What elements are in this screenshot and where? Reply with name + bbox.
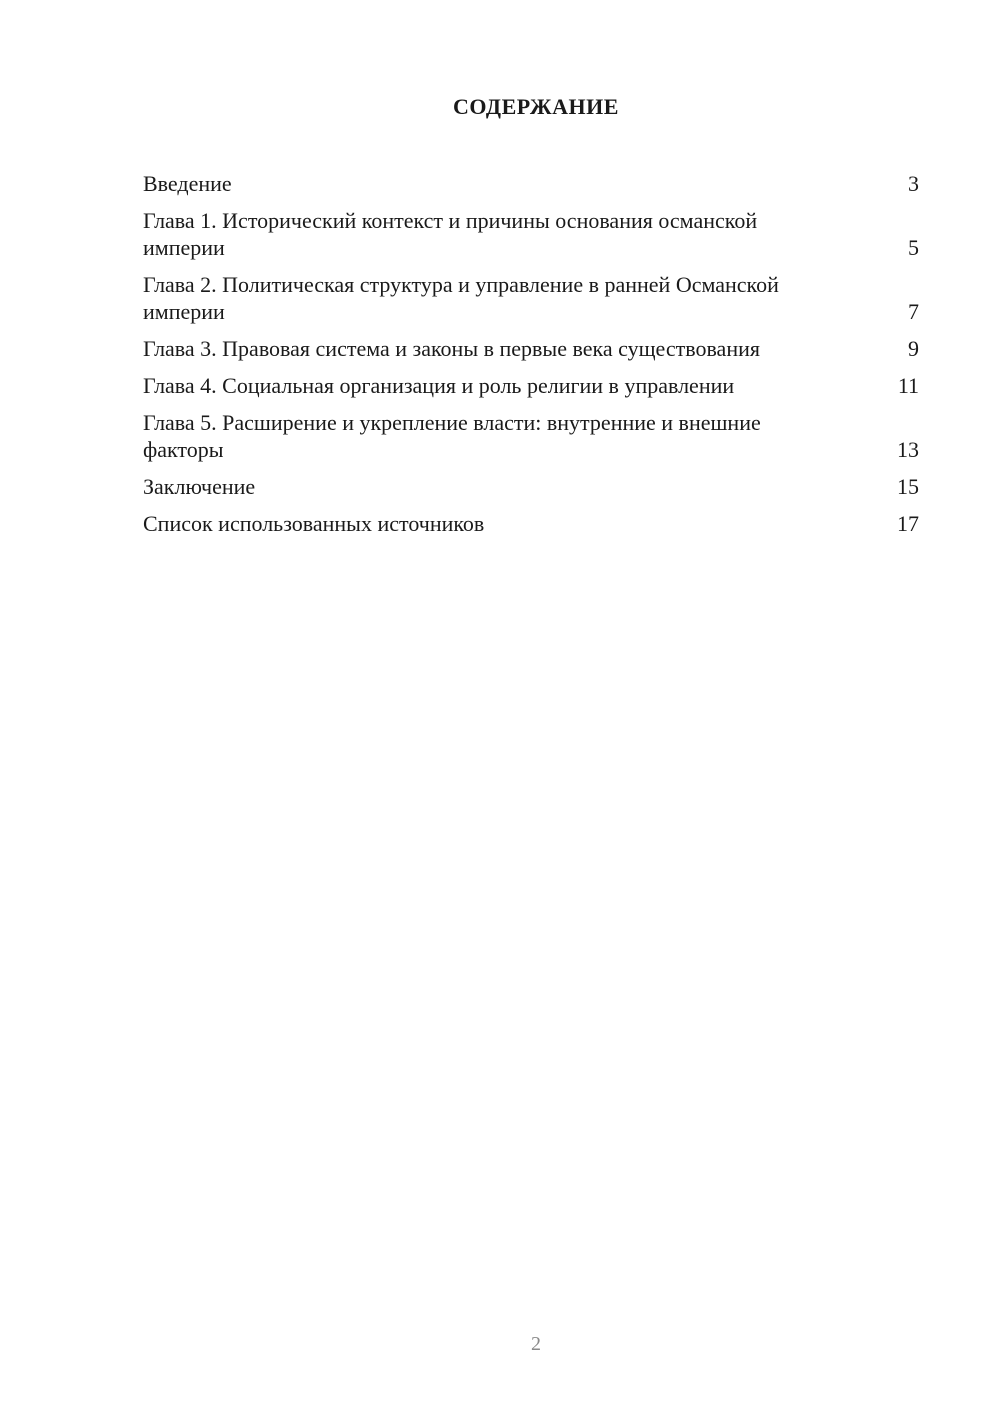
toc-entry-title: Введение (143, 171, 232, 196)
toc-entry-title: Глава 2. Политическая структура и управление в ранней Османской империи (143, 272, 779, 324)
toc-entry-title: Глава 4. Социальная организация и роль религии в управлении (143, 373, 735, 398)
toc-entry-page: 11 (897, 373, 919, 398)
page-title: СОДЕРЖАНИЕ (453, 94, 619, 119)
toc-entry (143, 335, 919, 362)
toc-entry-page: 7 (908, 299, 919, 324)
table-of-contents (143, 170, 919, 547)
toc-entry-title: Глава 1. Исторический контекст и причины основания османской империи (143, 208, 758, 260)
toc-entry (143, 473, 919, 500)
toc-entry-page: 17 (897, 511, 919, 536)
toc-entry-title: Глава 5. Расширение и укрепление власти: внутренние и внешние факторы (143, 410, 761, 462)
toc-entry-page: 13 (897, 437, 919, 462)
page-number: 2 (531, 1333, 541, 1355)
toc-entry (143, 271, 919, 325)
toc-entry-page: 9 (908, 336, 919, 361)
toc-entry-page: 15 (897, 474, 919, 499)
toc-entry (143, 372, 919, 399)
toc-entry (143, 170, 919, 197)
toc-entry-title: Глава 3. Правовая система и законы в первые века существования (143, 336, 760, 361)
toc-entry (143, 510, 919, 537)
toc-entry-page: 3 (908, 171, 919, 196)
toc-entry (143, 409, 919, 463)
toc-entry (143, 207, 919, 261)
toc-entry-title: Заключение (143, 474, 256, 499)
toc-entry-title: Список использованных источников (143, 511, 485, 536)
toc-entry-page: 5 (908, 235, 919, 260)
